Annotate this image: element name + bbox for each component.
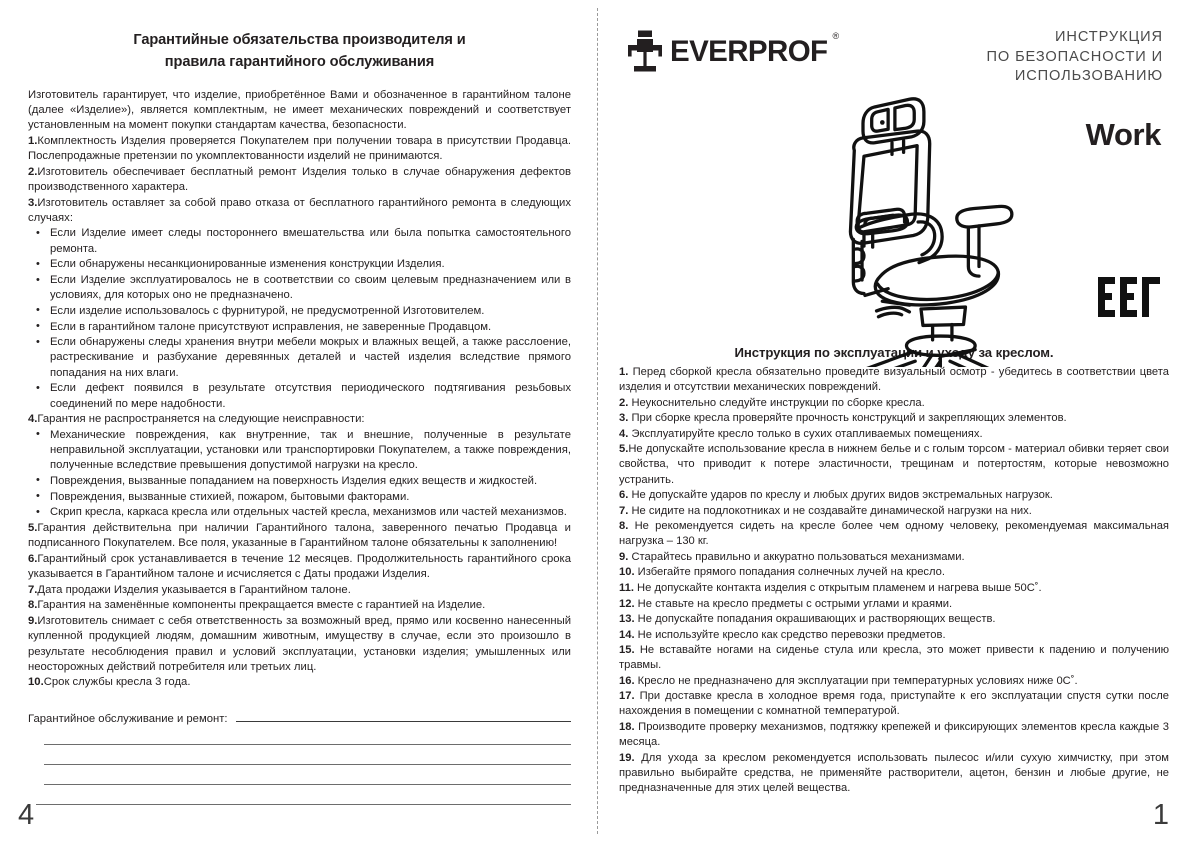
warranty-clause xyxy=(28,598,571,613)
care-item-number: 1. xyxy=(619,366,629,379)
model-name: Work xyxy=(1085,117,1161,153)
clause-number: 9. xyxy=(28,615,38,628)
list-item: • Если обнаружены следы хранения внутри мебели мокрых и влажных вещей, а также расслоение, растрескивание и разбухание деревянных деталей и частей изделия вследствие прямого попадания на них влаги. xyxy=(28,335,571,381)
care-item-number: 3. xyxy=(619,412,629,425)
care-item-text: Эксплуатируйте кресло только в сухих отапливаемых помещениях. xyxy=(628,427,983,440)
service-record-write-line[interactable] xyxy=(44,764,571,765)
care-item-text: Старайтесь правильно и аккуратно пользоваться механизмами. xyxy=(628,550,965,563)
clause-text: Дата продажи Изделия указывается в Гарантийном талоне. xyxy=(37,583,351,596)
service-record-label: Гарантийное обслуживание и ремонт: xyxy=(28,712,228,725)
brand-wordmark xyxy=(670,31,839,69)
clause-number: 5. xyxy=(28,522,38,535)
clause-number: 7. xyxy=(28,583,38,596)
warranty-title-line-2: правила гарантийного обслуживания xyxy=(164,53,435,70)
list-item: • Механические повреждения, как внутренние, так и внешние, полученные в результате неправильной эксплуатации, установки или транспортировки Покупателем, а также повреждения, полученные вследствие превышения допустимой нагрузки на кресло. xyxy=(28,428,571,474)
care-item-text: Кресло не предназначено для эксплуатации при температурных условиях ниже 0С˚. xyxy=(634,674,1078,687)
care-item-number: 17. xyxy=(619,690,635,703)
clause-text: Гарантия на заменённые компоненты прекращается вместе с гарантией на Изделие. xyxy=(37,599,486,612)
kicker-line-2: ПО БЕЗОПАСНОСТИ И xyxy=(986,48,1163,65)
care-item-text: При сборке кресла проверяйте прочность конструкций и закрепляющих элементов. xyxy=(628,412,1067,425)
right-page xyxy=(597,0,1191,842)
warranty-title xyxy=(46,30,553,74)
faults-bullet-list xyxy=(28,428,571,521)
care-item-text: Не рекомендуется сидеть на кресле более чем одному человеку, рекомендуемая максимальная нагрузка – 130 кг. xyxy=(619,520,1169,548)
list-item: • Если Изделие имеет следы постороннего вмешательства или была попытка самостоятельного ремонта. xyxy=(28,226,571,256)
warranty-clause xyxy=(28,165,571,195)
kicker-line-1: ИНСТРУКЦИЯ xyxy=(1054,29,1163,45)
warranty-clause xyxy=(28,675,571,690)
clause-text: Изготовитель обеспечивает бесплатный ремонт Изделия только в случае обнаружения дефектов производственного характера. xyxy=(28,165,571,193)
care-item xyxy=(619,411,1169,426)
service-record-write-line[interactable] xyxy=(44,744,571,745)
warranty-title-line-1: Гарантийные обязательства производителя и xyxy=(133,32,466,48)
clause-number: 4. xyxy=(28,413,38,426)
list-item: • Скрип кресла, каркаса кресла или отдельных частей кресла, механизмов или частей механизмов. xyxy=(28,505,571,520)
care-item xyxy=(619,612,1169,627)
care-item-number: 11. xyxy=(619,581,634,594)
care-item-number: 9. xyxy=(619,550,629,563)
list-item: • Повреждения, вызванные попаданием на поверхность Изделия едких веществ и жидкостей. xyxy=(28,474,571,489)
care-item xyxy=(619,519,1169,549)
kicker-line-3: ИСПОЛЬЗОВАНИЮ xyxy=(1014,68,1163,85)
clause-text: Гарантийный срок устанавливается в течение 12 месяцев. Продолжительность гарантийного срока указывается в Гарантийном талоне и исчисляется с Даты продажи Изделия. xyxy=(28,552,571,581)
care-item-number: 13. xyxy=(619,613,635,626)
care-item-text: Избегайте прямого попадания солнечных лучей на кресло. xyxy=(634,566,946,579)
service-record-write-line[interactable] xyxy=(36,804,571,805)
service-record-first-row xyxy=(28,713,571,725)
clause-text: Изготовитель снимает с себя ответственность за возможный вред, прямо или косвенно нанесенный купленной продукцией людям, домашним животным, имуществу в случае, если это произошло в результате несоблюдения правил и условий эксплуатации, установки изделия; умышленных или неосторожных действий потребителя или третьих лиц. xyxy=(28,615,571,673)
care-item xyxy=(619,628,1169,643)
care-item-number: 8. xyxy=(619,520,629,533)
clause-number: 1. xyxy=(28,134,38,147)
care-item-text: Не допускайте использование кресла в нижнем белье и с голым торсом - материал обивки теряет свои свойства, что приводит к потере эластичности, трещинам и потертостям, которые невозможно устранить. xyxy=(619,443,1169,486)
care-item-text: Не сидите на подлокотниках и не создавайте динамической нагрузки на них. xyxy=(628,504,1032,517)
care-item-number: 19. xyxy=(619,751,635,764)
care-item-number: 16. xyxy=(619,674,635,687)
care-item-text: Производите проверку механизмов, подтяжку крепежей и фиксирующих элементов кресла каждые 3 месяца. xyxy=(619,721,1169,749)
care-item-number: 10. xyxy=(619,566,635,579)
care-item-text: Не используйте кресло как средство перевозки предметов. xyxy=(634,628,946,641)
warranty-clause xyxy=(28,552,571,582)
warranty-body xyxy=(28,88,571,691)
page-number-right: 1 xyxy=(1152,799,1169,831)
list-item: • Если обнаружены несанкционированные изменения конструкции Изделия. xyxy=(28,257,571,272)
clause-number: 3. xyxy=(28,196,38,209)
clause-text: Комплектность Изделия проверяется Покупателем при получении товара в присутствии Продавца. Послепродажные претензии по укомплектованности изделий не принимаются. xyxy=(28,134,571,163)
care-item-number: 18. xyxy=(619,721,635,733)
care-item xyxy=(619,442,1169,487)
clause-number: 10. xyxy=(28,676,44,689)
care-item-text: Не допускайте контакта изделия с открытым пламенем и нагрева выше 50С˚. xyxy=(633,581,1042,594)
care-item xyxy=(619,643,1169,673)
care-item xyxy=(619,581,1169,596)
clause-text: Изготовитель оставляет за собой право отказа от бесплатного гарантийного ремонта в следующих случаях: xyxy=(28,196,571,224)
care-item-text: Для ухода за креслом рекомендуется использовать пылесос и/или сухую химчистку, при этом правильно выбирайте средства, не применяйте растворители, ацетон, бензин и любые другие, не предназначенные для этих целей вещества. xyxy=(619,751,1169,794)
warranty-clause xyxy=(28,134,571,164)
clause-text: Срок службы кресла 3 года. xyxy=(43,676,191,689)
eac-conformity-mark-icon xyxy=(1097,273,1161,326)
brand-wordmark-text: EVERPROF xyxy=(670,35,828,69)
registered-trademark-icon: ® xyxy=(832,31,839,42)
care-item xyxy=(619,597,1169,612)
brand-logo xyxy=(619,22,839,74)
care-item xyxy=(619,427,1169,442)
clause-text: Гарантия действительна при наличии Гарантийного талона, заверенного печатью Продавца и подписанного Покупателем. Все поля, указанные в Гарантийном талоне обязательны к заполнению! xyxy=(28,522,571,550)
service-record-write-line[interactable] xyxy=(44,784,571,785)
care-item-number: 5. xyxy=(619,443,629,456)
warranty-clause xyxy=(28,196,571,226)
list-item: • Если дефект появился в результате отсутствия периодического подтягивания резьбовых соединений по мере надобности. xyxy=(28,381,571,411)
list-item: • Если в гарантийном талоне присутствуют исправления, не заверенные Продавцом. xyxy=(28,320,571,335)
care-item xyxy=(619,674,1169,689)
care-item xyxy=(619,565,1169,580)
care-item-number: 12. xyxy=(619,597,635,610)
care-item-number: 14. xyxy=(619,628,635,641)
warranty-clause xyxy=(28,521,571,551)
care-item xyxy=(619,550,1169,565)
clause-number: 6. xyxy=(28,552,38,565)
warranty-clause xyxy=(28,583,571,598)
care-item-text: Не допускайте ударов по креслу и любых других видов экстремальных нагрузок. xyxy=(628,489,1053,502)
care-item xyxy=(619,751,1169,796)
care-item-number: 15. xyxy=(619,644,635,657)
refusal-bullet-list xyxy=(28,226,571,411)
clause-number: 8. xyxy=(28,599,38,612)
warranty-clause xyxy=(28,412,571,427)
product-illustration-band xyxy=(619,77,1169,339)
care-item-text: При доставке кресла в холодное время года, приступайте к его эксплуатации спустя сутки после нахождения в помещении с комнатной температурой. xyxy=(619,690,1169,718)
care-item xyxy=(619,720,1169,750)
care-item xyxy=(619,396,1169,411)
service-record-write-line[interactable] xyxy=(236,721,571,722)
care-item xyxy=(619,504,1169,519)
list-item: • Повреждения, вызванные стихией, пожаром, бытовыми факторами. xyxy=(28,490,571,505)
warranty-clause xyxy=(28,614,571,675)
care-item xyxy=(619,689,1169,719)
care-instructions-list xyxy=(619,365,1169,796)
chair-logo-icon xyxy=(625,30,665,74)
care-item xyxy=(619,488,1169,503)
clause-number: 2. xyxy=(28,165,38,178)
care-item-number: 6. xyxy=(619,489,629,502)
list-item: • Если изделие использовалось с фурнитурой, не предусмотренной Изготовителем. xyxy=(28,304,571,319)
care-item-text: Не ставьте на кресло предметы с острыми углами и краями. xyxy=(634,597,953,610)
list-item: • Если Изделие эксплуатировалось не в соответствии со своим целевым предназначением или в условиях, для которых оно не предназначено. xyxy=(28,273,571,303)
care-item-text: Неукоснительно следуйте инструкции по сборке кресла. xyxy=(628,396,925,409)
office-chair-illustration xyxy=(791,77,1051,372)
warranty-intro: Изготовитель гарантирует, что изделие, приобретённое Вами и обозначенное в гарантийном талоне (далее «Изделие»), является комплектным, не имеет механических повреждений и соответствует установленным на момент покупки стандартам качества, безопасности. xyxy=(28,88,571,132)
care-item-text: Не допускайте попадания окрашивающих и растворяющих веществ. xyxy=(634,613,996,626)
care-instructions-title: Инструкция по эксплуатации и уходу за креслом. xyxy=(734,345,1054,361)
care-item-text: Перед сборкой кресла обязательно проведите визуальный осмотр - убедитесь в соответствии цвета изделия и отсутствии механических повреждений. xyxy=(619,366,1169,394)
page-number-left: 4 xyxy=(18,799,35,831)
clause-text: Гарантия не распространяется на следующие неисправности: xyxy=(37,413,365,426)
care-item-number: 7. xyxy=(619,504,629,517)
service-record-block xyxy=(28,713,571,805)
care-item-number: 4. xyxy=(619,427,629,440)
care-item-text: Не вставайте ногами на сиденье стула или кресла, это может привести к падению и получению травмы. xyxy=(619,644,1169,672)
care-item-number: 2. xyxy=(619,396,629,409)
